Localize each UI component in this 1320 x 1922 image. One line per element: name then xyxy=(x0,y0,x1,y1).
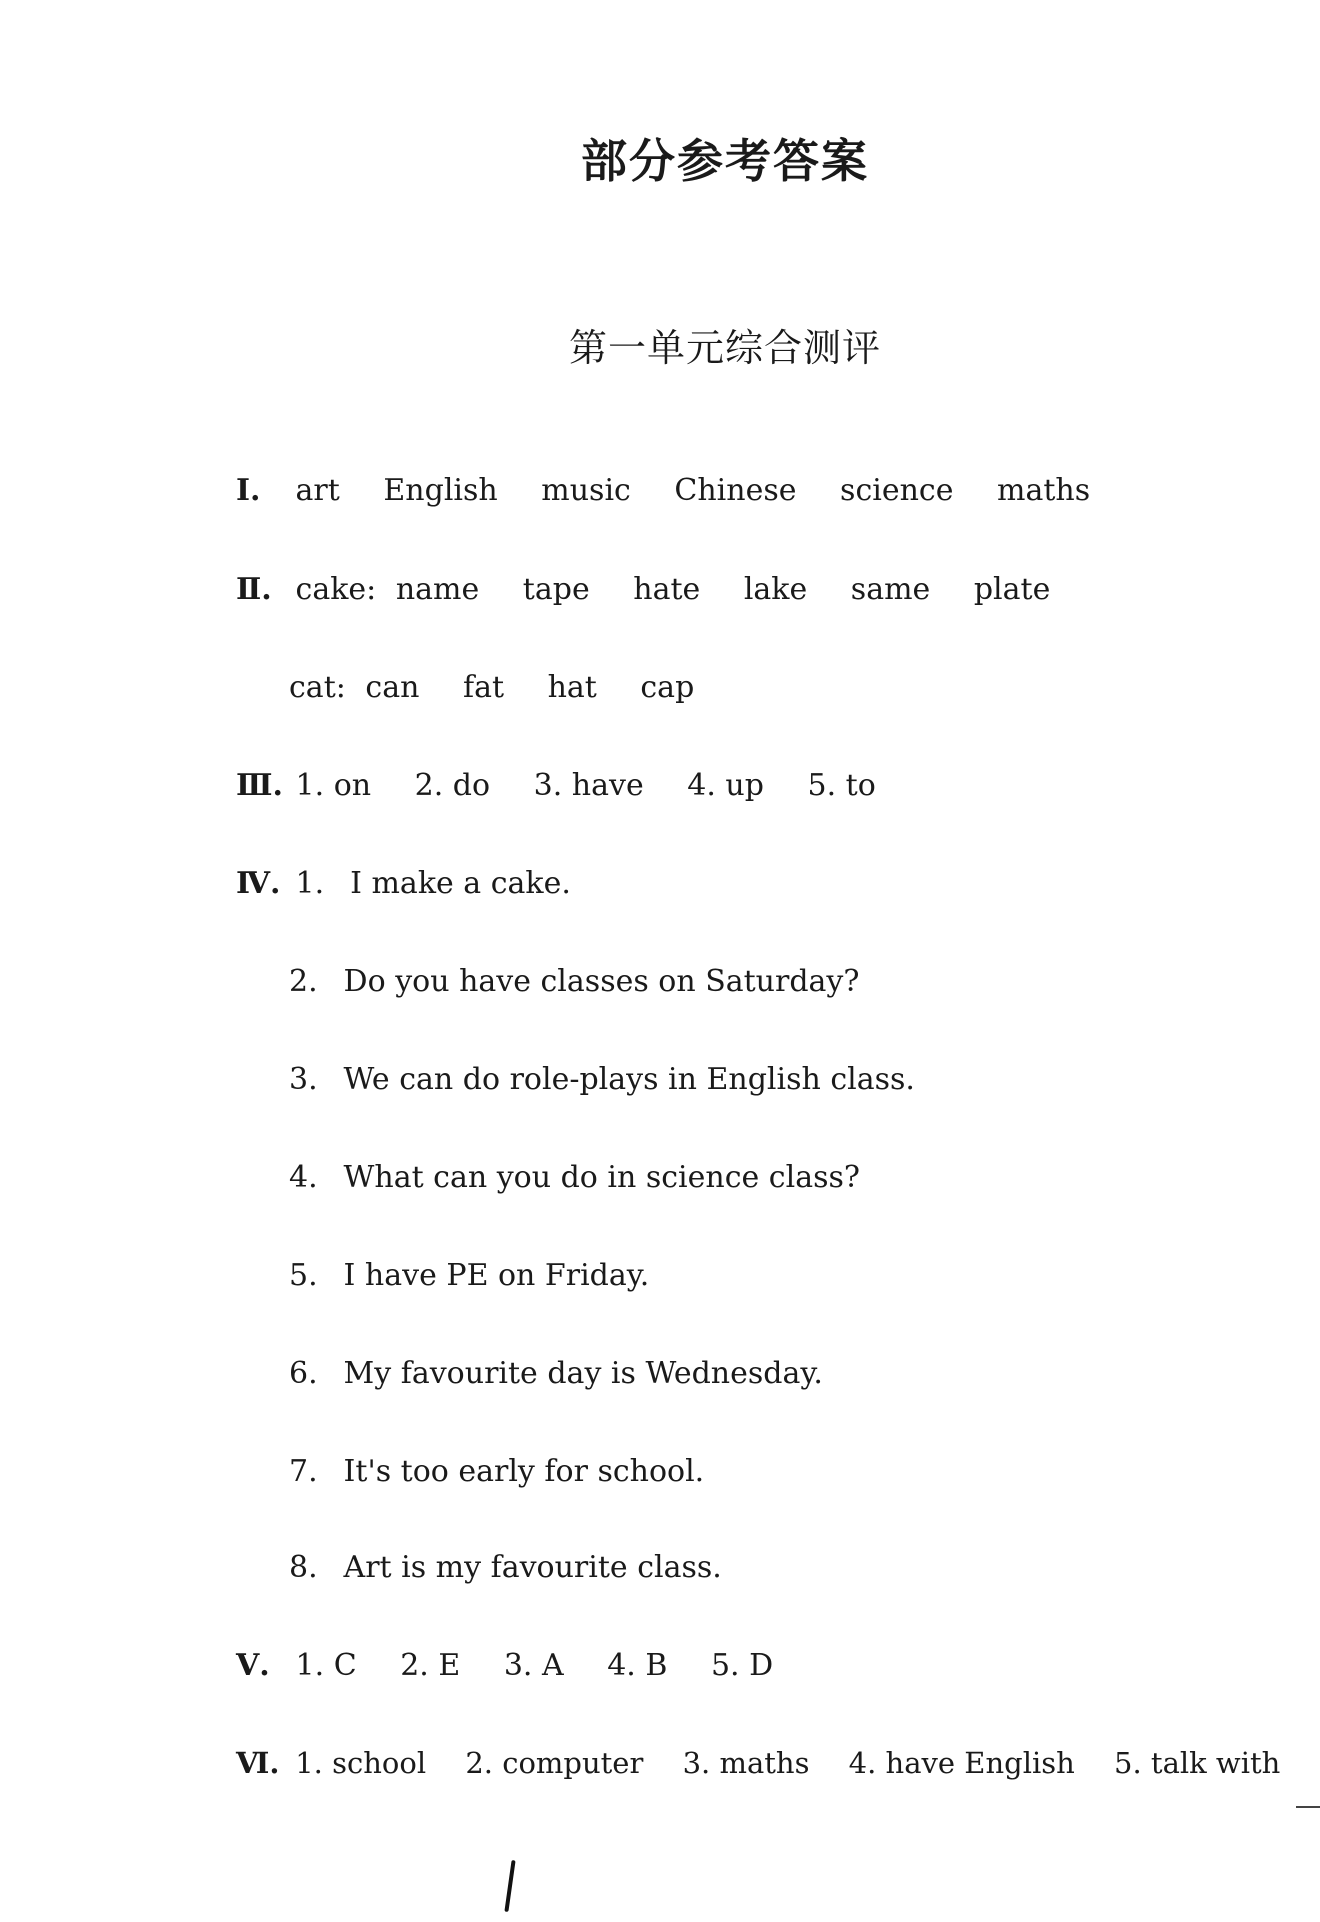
answer-sentence: What can you do in science class? xyxy=(343,1160,860,1195)
answer-item: 5. D xyxy=(710,1648,774,1683)
answer-word: cap xyxy=(640,670,695,705)
answer-label: cat: xyxy=(289,670,346,705)
answer-sentence: My favourite day is Wednesday. xyxy=(343,1356,823,1391)
item-number: 5. xyxy=(289,1258,318,1293)
item-number: 3. xyxy=(289,1062,318,1097)
answer-item: 4. B xyxy=(607,1648,668,1683)
answer-word: hate xyxy=(633,572,701,607)
answer-item: 3. maths xyxy=(682,1746,810,1780)
answer-item: 2. do xyxy=(414,768,491,803)
answer-word: Chinese xyxy=(674,473,797,508)
answer-row-4-8 xyxy=(289,1550,722,1585)
question-number: Ⅱ. xyxy=(236,572,272,607)
question-number: Ⅰ. xyxy=(236,473,261,508)
answer-row-6 xyxy=(236,1746,1281,1780)
answer-item: 2. computer xyxy=(465,1746,644,1780)
item-number: 8. xyxy=(289,1550,318,1585)
margin-rule xyxy=(1296,1806,1320,1808)
question-number: Ⅲ. xyxy=(236,768,283,803)
answer-item: 1. school xyxy=(295,1746,427,1780)
item-number: 6. xyxy=(289,1356,318,1391)
answer-item: 5. talk with xyxy=(1114,1746,1281,1780)
answer-row-4-4 xyxy=(289,1160,860,1195)
answer-row-2a xyxy=(236,572,1051,607)
answer-label: cake: xyxy=(295,572,377,607)
answer-item: 3. have xyxy=(533,768,644,803)
section-title: 第一单元综合测评 xyxy=(568,326,881,370)
answer-item: 5. to xyxy=(807,768,876,803)
item-number: 7. xyxy=(289,1454,318,1489)
answer-word: science xyxy=(840,473,954,508)
pen-mark xyxy=(504,1860,515,1912)
answer-sentence: Art is my favourite class. xyxy=(343,1550,722,1585)
answer-row-4-7 xyxy=(289,1454,705,1489)
answer-sentence: Do you have classes on Saturday? xyxy=(343,964,860,999)
answer-sentence: I have PE on Friday. xyxy=(343,1258,650,1293)
answer-word: lake xyxy=(743,572,808,607)
answer-word: English xyxy=(383,473,498,508)
question-number: Ⅴ. xyxy=(236,1648,270,1683)
answer-row-1 xyxy=(236,473,1091,508)
item-number: 4. xyxy=(289,1160,318,1195)
answer-word: art xyxy=(295,473,340,508)
answer-row-4-2 xyxy=(289,964,860,999)
answer-item: 3. A xyxy=(503,1648,564,1683)
answer-word: hat xyxy=(547,670,597,705)
answer-word: fat xyxy=(462,670,505,705)
answer-row-4-3 xyxy=(289,1062,915,1097)
answer-word: maths xyxy=(997,473,1091,508)
answer-item: 2. E xyxy=(400,1648,461,1683)
answer-item: 1. on xyxy=(295,768,372,803)
answer-word: same xyxy=(850,572,931,607)
answer-item: 4. have English xyxy=(848,1746,1075,1780)
answer-word: music xyxy=(541,473,631,508)
answer-sentence: I make a cake. xyxy=(350,866,571,901)
answer-word: can xyxy=(365,670,420,705)
answer-word: tape xyxy=(522,572,590,607)
question-number: Ⅳ. xyxy=(236,866,281,901)
page-title: 部分参考答案 xyxy=(581,134,869,188)
answer-sentence: It's too early for school. xyxy=(343,1454,705,1489)
answer-row-3 xyxy=(236,768,876,803)
answer-item: 1. C xyxy=(295,1648,357,1683)
answer-row-4-6 xyxy=(289,1356,823,1391)
question-number: Ⅵ. xyxy=(236,1746,280,1780)
answer-sentence: We can do role-plays in English class. xyxy=(343,1062,915,1097)
answer-row-4-5 xyxy=(289,1258,650,1293)
item-number: 2. xyxy=(289,964,318,999)
answer-item: 4. up xyxy=(687,768,764,803)
answer-row-5 xyxy=(236,1648,774,1683)
answer-word: plate xyxy=(973,572,1051,607)
answer-row-2b xyxy=(289,670,695,705)
answer-row-4-1 xyxy=(236,866,571,901)
answer-word: name xyxy=(395,572,480,607)
item-number: 1. xyxy=(295,866,325,901)
